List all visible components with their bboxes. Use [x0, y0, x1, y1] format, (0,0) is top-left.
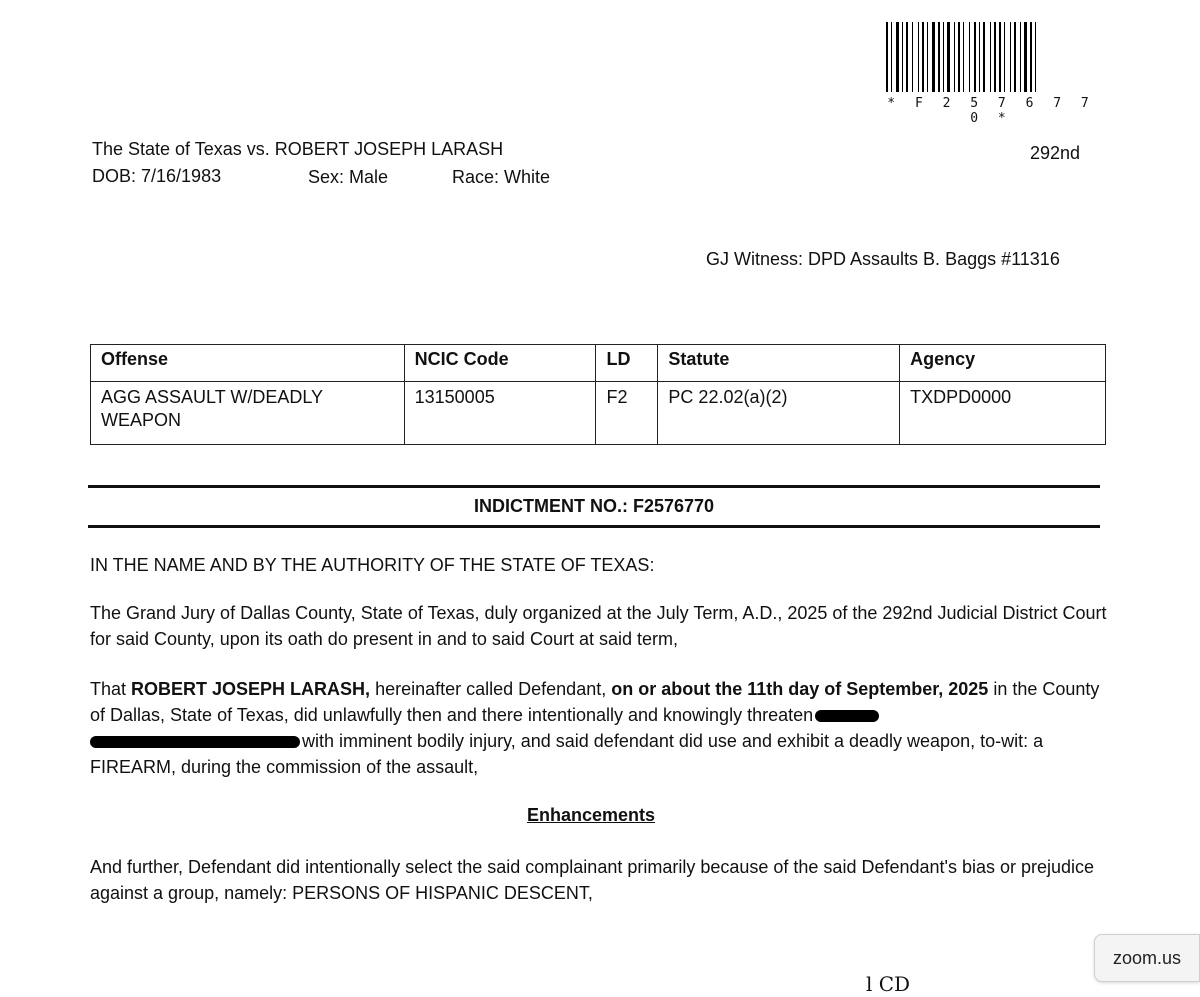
table-header-row	[91, 345, 1106, 382]
cell-ncic-code: 13150005	[404, 382, 596, 445]
barcode-bar	[979, 22, 980, 92]
barcode-bar	[1035, 22, 1036, 92]
enhancements-heading: Enhancements	[527, 805, 656, 825]
barcode-bar	[912, 22, 913, 92]
divider-bottom	[88, 525, 1100, 528]
offense-table	[90, 344, 1106, 445]
barcode-bar	[922, 22, 924, 92]
charge-text-county: in the County of Dallas, State of Texas, did unlawfully then and there intentionally and knowingly threaten	[90, 679, 1100, 725]
zoom-label: zoom.us	[1112, 947, 1182, 968]
barcode-bar	[958, 22, 960, 92]
charge-text-mid: hereinafter called Defendant,	[370, 679, 612, 699]
barcode-bar	[1014, 22, 1016, 92]
barcode-bar	[963, 22, 964, 92]
zoom-watermark	[1094, 934, 1200, 982]
case-title: The State of Texas vs. ROBERT JOSEPH LARASH	[92, 139, 504, 159]
page-mark: l CD	[866, 972, 911, 996]
cell-offense: AGG ASSAULT W/DEADLY WEAPON	[91, 382, 405, 445]
barcode-bar	[1030, 22, 1032, 92]
barcode-bar	[906, 22, 908, 92]
gj-witness: GJ Witness: DPD Assaults B. Baggs #11316	[706, 249, 1060, 269]
barcode	[884, 20, 1098, 100]
barcode-bar	[902, 22, 903, 92]
barcode-bar	[990, 22, 991, 92]
barcode-bar	[891, 22, 892, 92]
barcode-bar	[927, 22, 928, 92]
authority-line: IN THE NAME AND BY THE AUTHORITY OF THE STATE OF TEXAS:	[90, 555, 655, 575]
defendant-name: ROBERT JOSEPH LARASH,	[131, 679, 371, 699]
barcode-bar	[969, 22, 970, 92]
barcode-bar	[943, 22, 944, 92]
header-offense: Offense	[91, 345, 405, 382]
cell-ld: F2	[596, 382, 658, 445]
barcode-bar	[994, 22, 996, 92]
barcode-bar	[974, 22, 976, 92]
race: Race: White	[452, 167, 551, 187]
barcode-bar	[938, 22, 940, 92]
barcode-bar	[896, 22, 899, 92]
offense-date: on or about the 11th day of September, 2025	[611, 679, 989, 699]
barcode-bar	[1010, 22, 1011, 92]
header-agency: Agency	[900, 345, 1106, 382]
grand-jury-paragraph: The Grand Jury of Dallas County, State of Texas, duly organized at the July Term, A.D., 2025 of the 292nd Judicial District Court for said County, upon its oath do present in and to said Court at said term,	[90, 603, 1107, 649]
barcode-bar	[1004, 22, 1005, 92]
charge-paragraph	[90, 676, 1110, 780]
barcode-text: * F 2 5 7 6 7 7 0 *	[887, 96, 1095, 126]
redaction-bar	[815, 710, 879, 722]
court-number: 292nd	[1030, 143, 1081, 163]
sex: Sex: Male	[308, 167, 389, 187]
cell-statute: PC 22.02(a)(2)	[658, 382, 900, 445]
indictment-number: INDICTMENT NO.: F2576770	[473, 496, 715, 516]
barcode-bar	[947, 22, 950, 92]
header-ld: LD	[596, 345, 658, 382]
barcode-bar	[999, 22, 1001, 92]
barcode-bar	[1020, 22, 1021, 92]
barcode-bar	[918, 22, 919, 92]
header-statute: Statute	[658, 345, 900, 382]
charge-text-end: with imminent bodily injury, and said defendant did use and exhibit a deadly weapon, to-wit: a FIREARM, during the commission of the assault,	[90, 731, 1044, 777]
dob: DOB: 7/16/1983	[92, 166, 222, 186]
table-row	[91, 382, 1106, 445]
cell-agency: TXDPD0000	[900, 382, 1106, 445]
barcode-bar	[954, 22, 955, 92]
charge-text-start: That	[90, 679, 132, 699]
divider-top	[88, 485, 1100, 488]
bias-paragraph: And further, Defendant did intentionally select the said complainant primarily because of the said Defendant's bias or prejudice against a group, namely: PERSONS OF HISPANIC DESCENT,	[90, 857, 1095, 903]
barcode-bar	[886, 22, 888, 92]
barcode-bar	[932, 22, 935, 92]
barcode-bar	[983, 22, 985, 92]
barcode-bar	[1024, 22, 1027, 92]
redaction-bar	[90, 736, 300, 748]
header-ncic-code: NCIC Code	[404, 345, 596, 382]
